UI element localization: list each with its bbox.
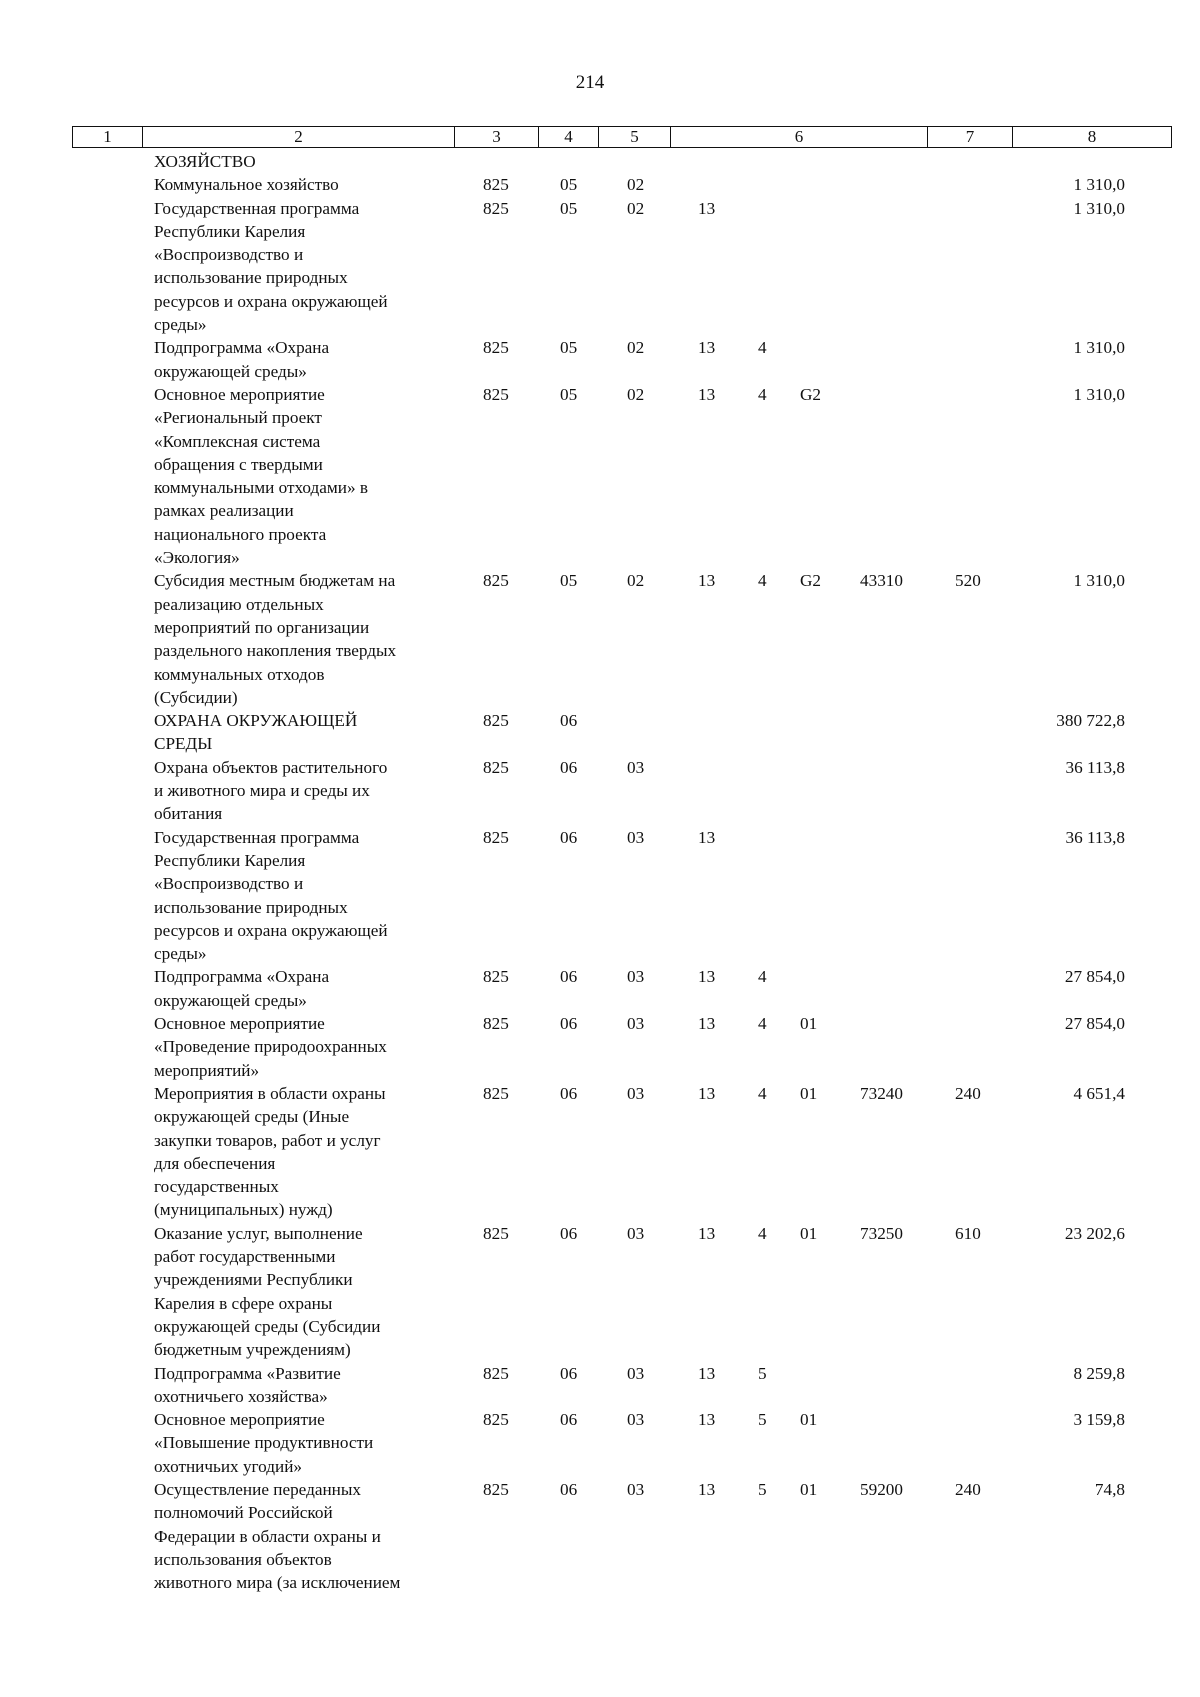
description-line: окружающей среды (Субсидии xyxy=(154,1316,381,1336)
cell-direction-code: 73250 xyxy=(860,1223,903,1243)
cell-program-code: 13 xyxy=(698,384,716,404)
description-line: Республики Карелия xyxy=(154,221,306,241)
cell-amount: 8 259,8 xyxy=(1073,1363,1125,1383)
cell-amount: 1 310,0 xyxy=(1073,384,1125,404)
description-line: использование природных xyxy=(154,268,348,288)
description-line: Охрана объектов растительного xyxy=(154,757,388,777)
cell-subprogram-code: 5 xyxy=(758,1410,767,1430)
cell-description xyxy=(154,709,454,756)
cell-activity-code: G2 xyxy=(800,384,822,404)
cell-subsection: 03 xyxy=(627,1363,645,1383)
cell-amount: 380 722,8 xyxy=(1056,711,1125,731)
description-line: коммунальными отходами» в xyxy=(154,478,368,498)
description-line: «Региональный проект xyxy=(154,408,322,428)
table-row xyxy=(0,965,1200,1012)
description-line: коммунальных отходов xyxy=(154,664,325,684)
description-line: окружающей среды» xyxy=(154,361,307,381)
table-row xyxy=(0,709,1200,756)
table-row xyxy=(0,1362,1200,1409)
cell-ministry-code: 825 xyxy=(483,571,509,591)
cell-subsection: 02 xyxy=(627,571,645,591)
description-line: раздельного накопления твердых xyxy=(154,641,397,661)
cell-description xyxy=(154,1362,454,1409)
description-line: Мероприятия в области охраны xyxy=(154,1083,386,1103)
description-line: Подпрограмма «Охрана xyxy=(154,338,330,358)
description-line: Карелия в сфере охраны xyxy=(154,1293,333,1313)
cell-section: 05 xyxy=(560,571,578,591)
description-line: «Проведение природоохранных xyxy=(154,1037,387,1057)
column-header-2: 2 xyxy=(143,127,455,148)
description-line: ресурсов и охрана окружающей xyxy=(154,920,388,940)
description-line: (Субсидии) xyxy=(154,687,238,707)
cell-amount: 23 202,6 xyxy=(1064,1223,1125,1243)
table-row xyxy=(0,150,1200,173)
description-line: «Экология» xyxy=(154,548,240,568)
cell-activity-code: 01 xyxy=(800,1223,818,1243)
cell-amount: 1 310,0 xyxy=(1073,571,1125,591)
cell-subsection: 02 xyxy=(627,338,645,358)
description-line: Субсидия местным бюджетам на xyxy=(154,571,396,591)
cell-activity-code: 01 xyxy=(800,1083,818,1103)
cell-description xyxy=(154,1082,454,1222)
cell-description xyxy=(154,197,454,337)
cell-ministry-code: 825 xyxy=(483,338,509,358)
cell-subsection: 02 xyxy=(627,198,645,218)
cell-section: 05 xyxy=(560,198,578,218)
description-line: Федерации в области охраны и xyxy=(154,1526,381,1546)
cell-section: 06 xyxy=(560,711,578,731)
description-line: «Воспроизводство и xyxy=(154,245,304,265)
cell-activity-code: G2 xyxy=(800,571,822,591)
description-line: животного мира (за исключением xyxy=(154,1573,401,1593)
column-header-6: 6 xyxy=(671,127,928,148)
cell-subprogram-code: 4 xyxy=(758,384,767,404)
cell-description xyxy=(154,173,454,196)
cell-expense-type: 520 xyxy=(955,571,981,591)
description-line: Государственная программа xyxy=(154,827,360,847)
description-line: (муниципальных) нужд) xyxy=(154,1200,333,1220)
description-line: обитания xyxy=(154,804,223,824)
cell-section: 05 xyxy=(560,338,578,358)
cell-ministry-code: 825 xyxy=(483,1223,509,1243)
cell-ministry-code: 825 xyxy=(483,198,509,218)
cell-subsection: 03 xyxy=(627,1014,645,1034)
column-header-row xyxy=(73,127,1172,148)
description-line: Подпрограмма «Охрана xyxy=(154,967,330,987)
cell-direction-code: 43310 xyxy=(860,571,903,591)
cell-subsection: 03 xyxy=(627,967,645,987)
cell-ministry-code: 825 xyxy=(483,1014,509,1034)
cell-ministry-code: 825 xyxy=(483,967,509,987)
cell-section: 05 xyxy=(560,175,578,195)
cell-description xyxy=(154,383,454,569)
cell-program-code: 13 xyxy=(698,338,716,358)
cell-direction-code: 73240 xyxy=(860,1083,903,1103)
column-header-1: 1 xyxy=(73,127,143,148)
cell-subprogram-code: 5 xyxy=(758,1363,767,1383)
table-row xyxy=(0,1012,1200,1082)
description-line: обращения с твердыми xyxy=(154,454,323,474)
cell-section: 06 xyxy=(560,1480,578,1500)
cell-description xyxy=(154,1012,454,1082)
cell-description xyxy=(154,1478,454,1594)
cell-expense-type: 240 xyxy=(955,1083,981,1103)
table-row xyxy=(0,197,1200,337)
cell-program-code: 13 xyxy=(698,967,716,987)
description-line: государственных xyxy=(154,1177,279,1197)
description-line: среды» xyxy=(154,944,207,964)
table-row xyxy=(0,336,1200,383)
table-body xyxy=(0,150,1200,1595)
page-number: 214 xyxy=(575,72,605,93)
cell-section: 05 xyxy=(560,384,578,404)
cell-amount: 36 113,8 xyxy=(1065,757,1125,777)
column-header-8: 8 xyxy=(1013,127,1172,148)
cell-program-code: 13 xyxy=(698,198,716,218)
cell-subsection: 02 xyxy=(627,384,645,404)
description-line: Основное мероприятие xyxy=(154,1410,325,1430)
cell-ministry-code: 825 xyxy=(483,384,509,404)
cell-ministry-code: 825 xyxy=(483,1480,509,1500)
cell-subsection: 02 xyxy=(627,175,645,195)
column-header-table xyxy=(72,126,1172,148)
cell-subprogram-code: 4 xyxy=(758,1014,767,1034)
description-line: «Комплексная система xyxy=(154,431,321,451)
cell-subprogram-code: 4 xyxy=(758,1223,767,1243)
cell-program-code: 13 xyxy=(698,1223,716,1243)
cell-amount: 3 159,8 xyxy=(1073,1410,1125,1430)
cell-direction-code: 59200 xyxy=(860,1480,903,1500)
cell-description xyxy=(154,569,454,709)
cell-subprogram-code: 4 xyxy=(758,338,767,358)
cell-section: 06 xyxy=(560,1014,578,1034)
cell-subsection: 03 xyxy=(627,757,645,777)
cell-ministry-code: 825 xyxy=(483,711,509,731)
table-row xyxy=(0,826,1200,966)
cell-subsection: 03 xyxy=(627,1083,645,1103)
cell-amount: 27 854,0 xyxy=(1064,1014,1125,1034)
cell-section: 06 xyxy=(560,967,578,987)
description-line: Основное мероприятие xyxy=(154,384,325,404)
cell-amount: 4 651,4 xyxy=(1073,1083,1125,1103)
description-line: «Повышение продуктивности xyxy=(154,1433,374,1453)
table-row xyxy=(0,1408,1200,1478)
cell-ministry-code: 825 xyxy=(483,1410,509,1430)
cell-section: 06 xyxy=(560,1083,578,1103)
cell-ministry-code: 825 xyxy=(483,1363,509,1383)
cell-amount: 36 113,8 xyxy=(1065,827,1125,847)
column-header-3: 3 xyxy=(455,127,539,148)
cell-section: 06 xyxy=(560,1363,578,1383)
cell-section: 06 xyxy=(560,827,578,847)
table-row xyxy=(0,173,1200,196)
cell-program-code: 13 xyxy=(698,1014,716,1034)
description-line: полномочий Российской xyxy=(154,1503,333,1523)
description-line: ОХРАНА ОКРУЖАЮЩЕЙ xyxy=(154,711,358,731)
description-line: охотничьего хозяйства» xyxy=(154,1386,328,1406)
cell-description xyxy=(154,150,454,173)
description-line: Основное мероприятие xyxy=(154,1014,325,1034)
cell-section: 06 xyxy=(560,1223,578,1243)
description-line: ресурсов и охрана окружающей xyxy=(154,291,388,311)
description-line: окружающей среды» xyxy=(154,990,307,1010)
cell-amount: 27 854,0 xyxy=(1064,967,1125,987)
cell-subprogram-code: 4 xyxy=(758,967,767,987)
description-line: окружающей среды (Иные xyxy=(154,1107,350,1127)
cell-program-code: 13 xyxy=(698,1480,716,1500)
cell-amount: 1 310,0 xyxy=(1073,198,1125,218)
cell-ministry-code: 825 xyxy=(483,1083,509,1103)
description-line: рамках реализации xyxy=(154,501,294,521)
cell-subsection: 03 xyxy=(627,1223,645,1243)
cell-subsection: 03 xyxy=(627,1410,645,1430)
cell-amount: 74,8 xyxy=(1094,1480,1125,1500)
cell-section: 06 xyxy=(560,1410,578,1430)
description-line: ХОЗЯЙСТВО xyxy=(154,152,256,171)
description-line: закупки товаров, работ и услуг xyxy=(154,1130,381,1150)
cell-program-code: 13 xyxy=(698,1410,716,1430)
cell-description xyxy=(154,965,454,1012)
description-line: и животного мира и среды их xyxy=(154,781,370,801)
cell-program-code: 13 xyxy=(698,827,716,847)
cell-expense-type: 610 xyxy=(955,1223,981,1243)
cell-activity-code: 01 xyxy=(800,1480,818,1500)
table-row xyxy=(0,569,1200,709)
column-header-5: 5 xyxy=(599,127,671,148)
description-line: мероприятий» xyxy=(154,1060,260,1080)
description-line: реализацию отдельных xyxy=(154,594,324,614)
description-line: Оказание услуг, выполнение xyxy=(154,1223,363,1243)
cell-subsection: 03 xyxy=(627,827,645,847)
cell-subsection: 03 xyxy=(627,1480,645,1500)
description-line: мероприятий по организации xyxy=(154,617,370,637)
table-row xyxy=(0,1222,1200,1362)
description-line: Коммунальное хозяйство xyxy=(154,175,339,195)
description-line: среды» xyxy=(154,315,207,335)
description-line: работ государственными xyxy=(154,1247,336,1267)
cell-description xyxy=(154,336,454,383)
description-line: использования объектов xyxy=(154,1549,332,1569)
cell-activity-code: 01 xyxy=(800,1410,818,1430)
table-row xyxy=(0,383,1200,569)
description-line: для обеспечения xyxy=(154,1153,276,1173)
description-line: Государственная программа xyxy=(154,198,360,218)
table-row xyxy=(0,756,1200,826)
cell-program-code: 13 xyxy=(698,1083,716,1103)
description-line: СРЕДЫ xyxy=(154,734,213,754)
cell-section: 06 xyxy=(560,757,578,777)
cell-amount: 1 310,0 xyxy=(1073,175,1125,195)
cell-program-code: 13 xyxy=(698,1363,716,1383)
cell-expense-type: 240 xyxy=(955,1480,981,1500)
description-line: бюджетным учреждениям) xyxy=(154,1340,351,1360)
column-header-4: 4 xyxy=(539,127,599,148)
description-line: «Воспроизводство и xyxy=(154,874,304,894)
table-row xyxy=(0,1082,1200,1222)
cell-ministry-code: 825 xyxy=(483,827,509,847)
cell-program-code: 13 xyxy=(698,571,716,591)
cell-description xyxy=(154,1222,454,1362)
description-line: Подпрограмма «Развитие xyxy=(154,1363,341,1383)
cell-description xyxy=(154,756,454,826)
description-line: национального проекта xyxy=(154,524,327,544)
cell-description xyxy=(154,1408,454,1478)
description-line: использование природных xyxy=(154,897,348,917)
description-line: учреждениями Республики xyxy=(154,1270,353,1290)
table-row xyxy=(0,1478,1200,1595)
cell-amount: 1 310,0 xyxy=(1073,338,1125,358)
description-line: Республики Карелия xyxy=(154,850,306,870)
cell-ministry-code: 825 xyxy=(483,757,509,777)
cell-subprogram-code: 4 xyxy=(758,1083,767,1103)
description-line: охотничьих угодий» xyxy=(154,1456,302,1476)
cell-ministry-code: 825 xyxy=(483,175,509,195)
cell-subprogram-code: 5 xyxy=(758,1480,767,1500)
column-header-7: 7 xyxy=(928,127,1013,148)
cell-activity-code: 01 xyxy=(800,1014,818,1034)
description-line: Осуществление переданных xyxy=(154,1480,361,1500)
cell-subprogram-code: 4 xyxy=(758,571,767,591)
cell-description xyxy=(154,826,454,966)
